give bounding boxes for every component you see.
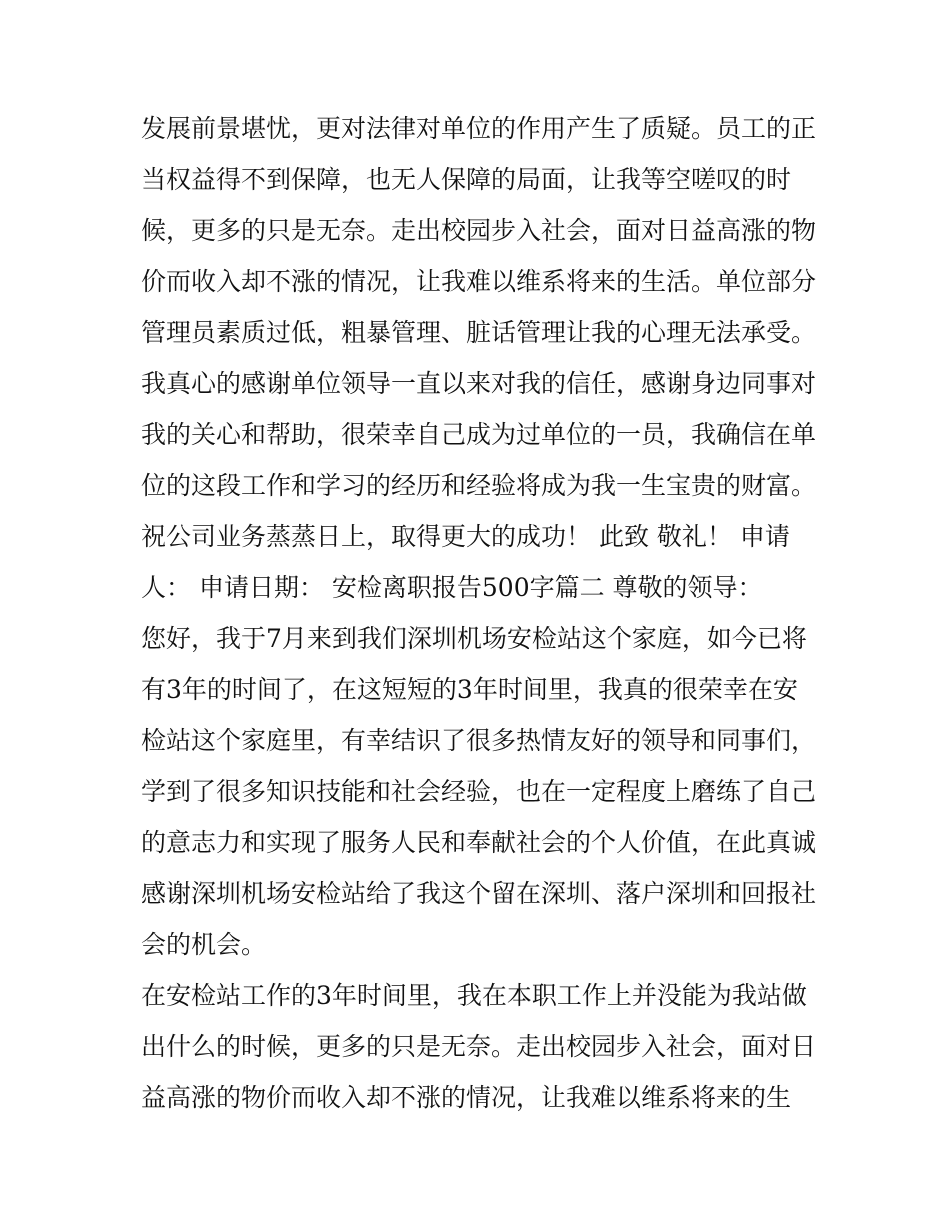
text-line-3: 候，更多的只是无奈。走出校园步入社会，面对日益高涨的物	[141, 216, 817, 245]
text-line-11: 您好，我于7月来到我们深圳机场安检站这个家庭，如今已将	[141, 624, 807, 653]
document-body	[141, 103, 817, 1123]
text-line-6: 我真心的感谢单位领导一直以来对我的信任，感谢身边同事对	[141, 369, 817, 398]
text-line-12: 有3年的时间了，在这短短的3年时间里，我真的很荣幸在安	[141, 675, 798, 704]
text-line-18: 在安检站工作的3年时间里，我在本职工作上并没能为我站做	[141, 981, 807, 1010]
text-line-15: 的意志力和实现了服务人民和奉献社会的个人价值，在此真诚	[141, 828, 817, 857]
text-line-20: 益高涨的物价而收入却不涨的情况，让我难以维系将来的生	[141, 1083, 792, 1112]
text-line-7: 我的关心和帮助，很荣幸自己成为过单位的一员，我确信在单	[141, 420, 817, 449]
text-line-9: 祝公司业务蒸蒸日上，取得更大的成功！ 此致 敬礼！ 申请	[141, 522, 790, 551]
text-line-19: 出什么的时候，更多的只是无奈。走出校园步入社会，面对日	[141, 1032, 817, 1061]
text-line-4: 价而收入却不涨的情况，让我难以维系将来的生活。单位部分	[141, 267, 817, 296]
text-line-10: 人： 申请日期： 安检离职报告500字篇二 尊敬的领导：	[141, 573, 763, 602]
text-line-5: 管理员素质过低，粗暴管理、脏话管理让我的心理无法承受。	[141, 318, 817, 347]
text-line-14: 学到了很多知识技能和社会经验，也在一定程度上磨练了自己	[141, 777, 817, 806]
text-line-17: 会的机会。	[141, 930, 267, 959]
text-line-8: 位的这段工作和学习的经历和经验将成为我一生宝贵的财富。	[141, 471, 817, 500]
text-line-1: 发展前景堪忧，更对法律对单位的作用产生了质疑。员工的正	[141, 114, 817, 143]
text-line-13: 检站这个家庭里，有幸结识了很多热情友好的领导和同事们，	[141, 726, 817, 755]
text-line-16: 感谢深圳机场安检站给了我这个留在深圳、落户深圳和回报社	[141, 879, 817, 908]
text-line-2: 当权益得不到保障，也无人保障的局面，让我等空嗟叹的时	[141, 165, 792, 194]
